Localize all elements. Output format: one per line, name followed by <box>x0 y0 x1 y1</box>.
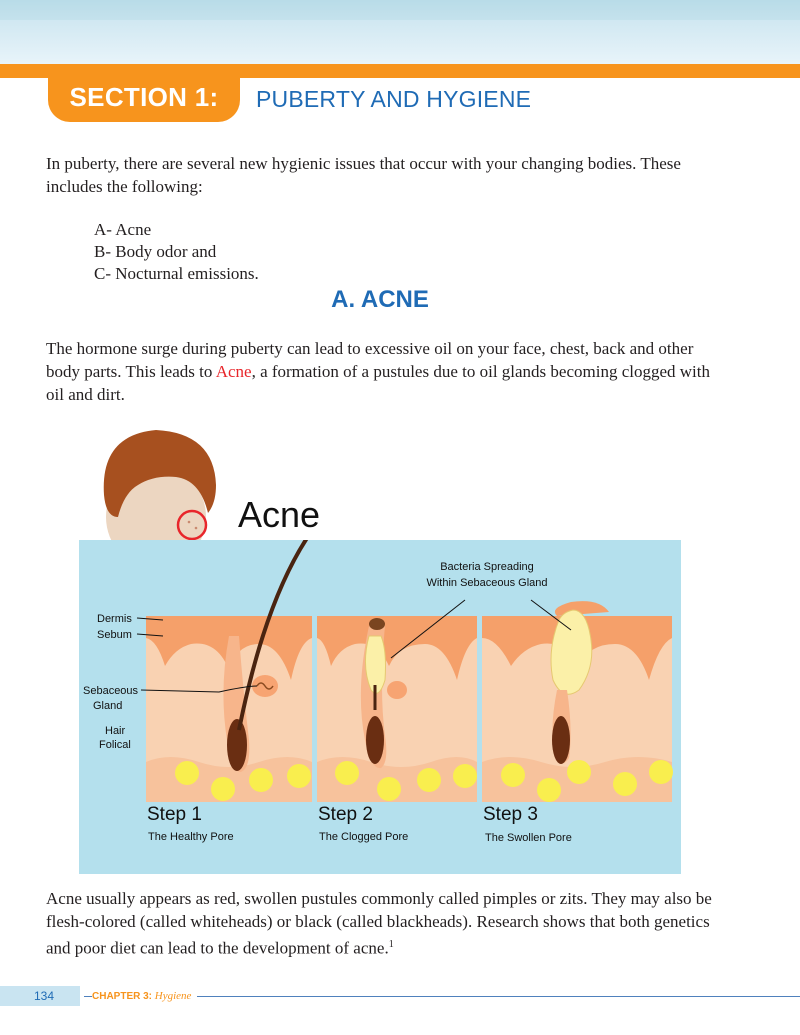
step-3-subtitle: The Swollen Pore <box>485 832 572 844</box>
step-3-title: Step 3 <box>483 804 538 825</box>
closing-paragraph <box>46 887 726 960</box>
acne-diagram <box>79 540 681 874</box>
hair-root <box>366 716 384 764</box>
hair-root <box>227 719 247 771</box>
issue-list <box>94 219 259 285</box>
footnote-marker[interactable]: 1 <box>388 939 394 950</box>
step-1-title: Step 1 <box>147 804 202 825</box>
label-gland: Gland <box>93 700 123 712</box>
acne-paragraph <box>46 337 726 406</box>
label-dermis: Dermis <box>97 613 132 625</box>
acne-heading: A. ACNE <box>331 286 429 313</box>
fat-cell <box>613 772 637 796</box>
fat-cell <box>567 760 591 784</box>
list-item: B- Body odor and <box>94 242 217 261</box>
footer-chapter <box>92 988 197 1005</box>
step-2-title: Step 2 <box>318 804 373 825</box>
list-item: C- Nocturnal emissions. <box>94 264 259 283</box>
pimple-dot <box>195 527 198 530</box>
fat-cell <box>287 764 311 788</box>
chapter-name: Hygiene <box>154 990 192 1002</box>
acne-paragraph-after: , a formation of a pustules due to oil glands becoming clogged with oil and dirt. <box>46 362 710 404</box>
top-banner <box>0 0 800 64</box>
sebaceous-gland <box>387 681 407 699</box>
acne-callout-label: Acne <box>238 494 321 535</box>
fat-cell <box>453 764 477 788</box>
section-title: PUBERTY AND HYGIENE <box>256 86 532 112</box>
panel-step-2 <box>317 616 477 802</box>
label-bacteria-line1: Bacteria Spreading <box>440 561 534 573</box>
step-2-subtitle: The Clogged Pore <box>319 831 409 843</box>
fat-cell <box>335 761 359 785</box>
label-sebaceous: Sebaceous <box>83 685 139 697</box>
acne-paragraph-before: The hormone surge during puberty can lead to excessive oil on your face, chest, back and other body parts. This leads to <box>46 339 694 381</box>
label-hair: Hair <box>105 725 126 737</box>
step-1-subtitle: The Healthy Pore <box>148 831 234 843</box>
fat-cell <box>537 778 561 802</box>
list-item: A- Acne <box>94 220 152 239</box>
fat-cell <box>175 761 199 785</box>
fat-cell <box>501 763 525 787</box>
fat-cell <box>211 777 235 801</box>
intro-paragraph: In puberty, there are several new hygienic issues that occur with your changing bodies. These includes the following: <box>46 154 681 196</box>
label-bacteria-line2: Within Sebaceous Gland <box>426 577 548 589</box>
panel-step-1 <box>146 540 324 802</box>
pimple-dot <box>188 521 191 524</box>
page-number: 134 <box>0 986 80 1006</box>
fat-cell <box>249 768 273 792</box>
chapter-label: CHAPTER 3: <box>92 991 153 1002</box>
pore-blockage <box>369 618 385 630</box>
label-folical: Folical <box>99 739 131 751</box>
acne-term-link[interactable]: Acne <box>215 362 252 381</box>
hair-root <box>552 716 570 764</box>
closing-text: Acne usually appears as red, swollen pustules commonly called pimples or zits. They may also be flesh-colored (called whiteheads) or black (called blackheads). Research shows that both genetics and poor diet can lead to the development of acne. <box>46 889 712 958</box>
fat-cell <box>649 760 673 784</box>
section-tab: SECTION 1: <box>48 72 240 122</box>
panel-step-3 <box>482 601 673 802</box>
fat-cell <box>377 777 401 801</box>
fat-cell <box>417 768 441 792</box>
label-sebum: Sebum <box>97 629 132 641</box>
